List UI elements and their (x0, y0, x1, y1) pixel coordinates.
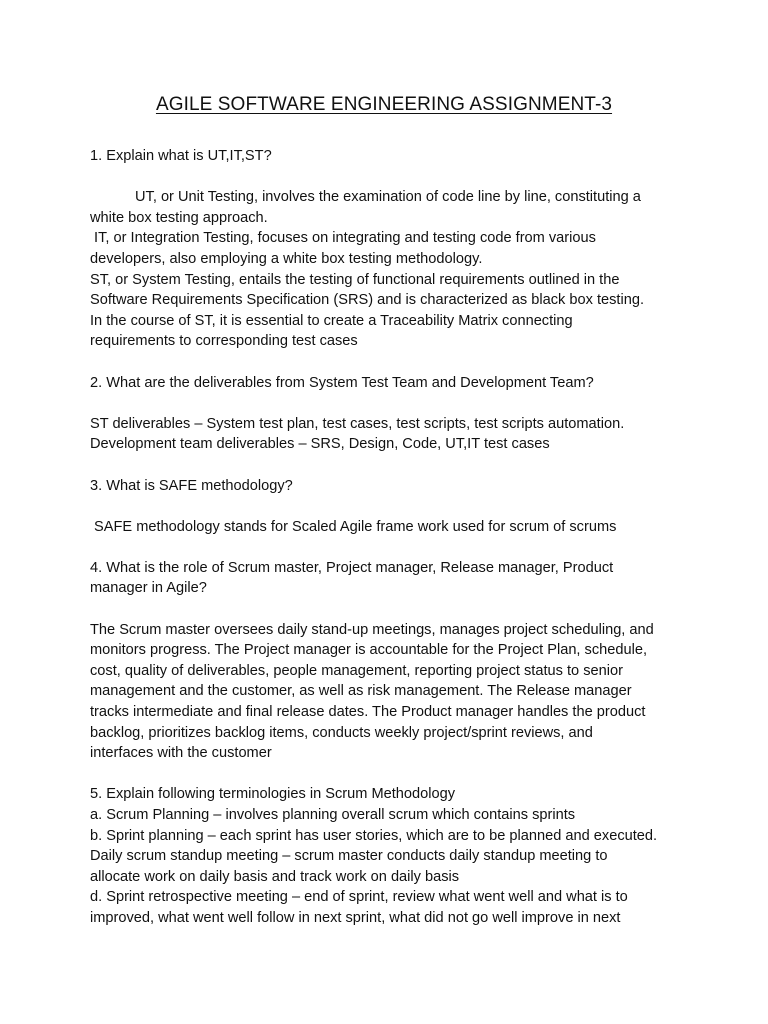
answer-5a-line: a. Scrum Planning – involves planning overall scrum which contains sprints (90, 807, 576, 823)
answer-4-line: backlog, prioritizes backlog items, conducts weekly project/sprint reviews, and (90, 724, 593, 741)
document-title: AGILE SOFTWARE ENGINEERING ASSIGNMENT-3 (155, 94, 613, 115)
answer-4-line: interfaces with the customer (90, 745, 272, 762)
answer-3-line: SAFE methodology stands for Scaled Agile frame work used for scrum of scrums (90, 518, 617, 535)
blank-line (90, 352, 690, 373)
answer-4-line: The Scrum master oversees daily stand-up meetings, manages project scheduling, and (90, 621, 654, 638)
answer-5d-line: d. Sprint retrospective meeting – end of sprint, review what went well and what is to (90, 889, 628, 906)
blank-line (90, 537, 690, 558)
answer-1-st-line: In the course of ST, it is essential to create a Traceability Matrix connecting (90, 312, 573, 329)
answer-5c-line: Daily scrum standup meeting – scrum master conducts daily standup meeting to (90, 848, 608, 865)
question-2: 2. What are the deliverables from System Test Team and Development Team? (90, 374, 594, 391)
answer-1-it-line: developers, also employing a white box testing methodology. (90, 250, 483, 267)
answer-1-it-line: IT, or Integration Testing, focuses on integrating and testing code from various (90, 230, 596, 247)
answer-1-st-line: Software Requirements Specification (SRS) and is characterized as black box testing. (90, 292, 645, 309)
answer-1-ut-line: white box testing approach. (90, 209, 268, 226)
answer-1-st-line: requirements to corresponding test cases (90, 333, 358, 350)
answer-2-line: Development team deliverables – SRS, Design, Code, UT,IT test cases (90, 436, 550, 453)
answer-4-line: tracks intermediate and final release dates. The Product manager handles the product (90, 704, 646, 721)
question-4-line: 4. What is the role of Scrum master, Project manager, Release manager, Product (90, 559, 614, 576)
question-4-line: manager in Agile? (90, 580, 207, 597)
blank-line (90, 599, 690, 620)
blank-line (90, 393, 690, 414)
answer-1-ut-line: UT, or Unit Testing, involves the examination of code line by line, constituting a (135, 189, 641, 206)
answer-4-line: management and the customer, as well as risk management. The Release manager (90, 683, 632, 700)
answer-4-line: monitors progress. The Project manager is accountable for the Project Plan, schedule, (90, 642, 648, 659)
blank-line (90, 496, 690, 517)
answer-5b-line: b. Sprint planning – each sprint has user stories, which are to be planned and executed. (90, 827, 658, 844)
question-1: 1. Explain what is UT,IT,ST? (90, 148, 272, 164)
answer-4-line: cost, quality of deliverables, people management, reporting project status to senior (90, 662, 623, 679)
blank-line (90, 455, 690, 476)
question-3: 3. What is SAFE methodology? (90, 477, 293, 494)
document-body (90, 146, 690, 929)
answer-5c-line: allocate work on daily basis and track work on daily basis (90, 868, 460, 885)
answer-5d-line: improved, what went well follow in next sprint, what did not go well improve in next (90, 909, 621, 926)
question-5: 5. Explain following terminologies in Scrum Methodology (90, 786, 456, 803)
answer-1-st-line: ST, or System Testing, entails the testing of functional requirements outlined in the (90, 271, 620, 288)
blank-line (90, 764, 690, 785)
answer-2-line: ST deliverables – System test plan, test cases, test scripts, test scripts automation. (90, 415, 625, 432)
blank-line (90, 167, 690, 188)
